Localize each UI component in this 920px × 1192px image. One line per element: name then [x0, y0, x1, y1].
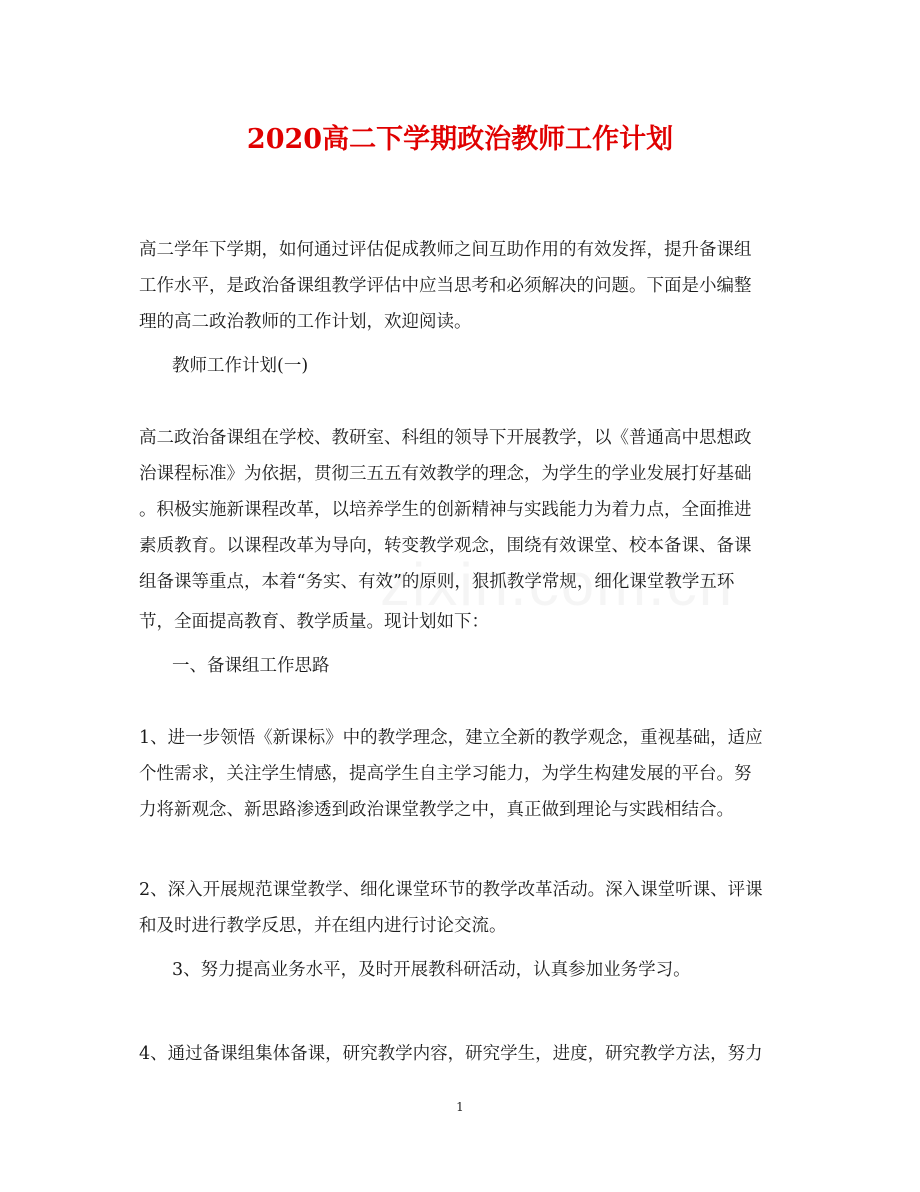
page-number: 1	[456, 1100, 464, 1114]
body-line: 节，全面提高教育、教学质量。现计划如下：	[139, 612, 489, 632]
item-3-line: 3、努力提高业务水平，及时开展教科研活动，认真参加业务学习。	[172, 960, 691, 980]
item-1-line: 力将新观念、新思路渗透到政治课堂教学之中，真正做到理论与实践相结合。	[139, 800, 734, 820]
section-one-heading-text: 一、备课组工作思路	[172, 656, 330, 676]
body-line: 高二政治备课组在学校、教研室、科组的领导下开展教学，以《普通高中思想政	[139, 428, 752, 448]
intro-line: 理的高二政治教师的工作计划，欢迎阅读。	[139, 312, 472, 332]
item-1-paragraph	[139, 720, 789, 828]
item-2-line: 2、深入开展规范课堂教学、细化课堂环节的教学改革活动。深入课堂听课、评课	[139, 880, 763, 900]
body-line: 治课程标准》为依据，贯彻三五五有效教学的理念，为学生的学业发展打好基础	[139, 464, 752, 484]
section-one-heading	[172, 648, 789, 684]
intro-line: 高二学年下学期，如何通过评估促成教师之间互助作用的有效发挥，提升备课组	[139, 240, 752, 260]
item-3-paragraph	[172, 952, 822, 988]
item-2-paragraph	[139, 872, 789, 944]
item-1-line: 1、进一步领悟《新课标》中的教学理念，建立全新的教学观念，重视基础，适应	[139, 728, 763, 748]
item-4-line: 4、通过备课组集体备课，研究教学内容，研究学生，进度，研究教学方法，努力	[139, 1044, 763, 1064]
intro-line: 工作水平，是政治备课组教学评估中应当思考和必须解决的问题。下面是小编整	[139, 276, 752, 296]
body-line: 素质教育。以课程改革为导向，转变教学观念，围绕有效课堂、校本备课、备课	[139, 536, 752, 556]
item-1-line: 个性需求，关注学生情感，提高学生自主学习能力，为学生构建发展的平台。努	[139, 764, 752, 784]
intro-paragraph	[139, 232, 789, 340]
document-title: 2020高二下学期政治教师工作计划	[246, 124, 674, 155]
plan-one-heading-text: 教师工作计划(一)	[172, 356, 309, 376]
plan-one-heading	[172, 348, 789, 384]
body-line: 。积极实施新课程改革，以培养学生的创新精神与实践能力为着力点，全面推进	[139, 500, 752, 520]
item-4-paragraph	[139, 1036, 789, 1072]
body-line: 组备课等重点，本着“务实、有效”的原则，狠抓教学常规，细化课堂教学五环	[139, 572, 735, 592]
item-2-line: 和及时进行教学反思，并在组内进行讨论交流。	[139, 916, 507, 936]
body-paragraph	[139, 420, 789, 640]
